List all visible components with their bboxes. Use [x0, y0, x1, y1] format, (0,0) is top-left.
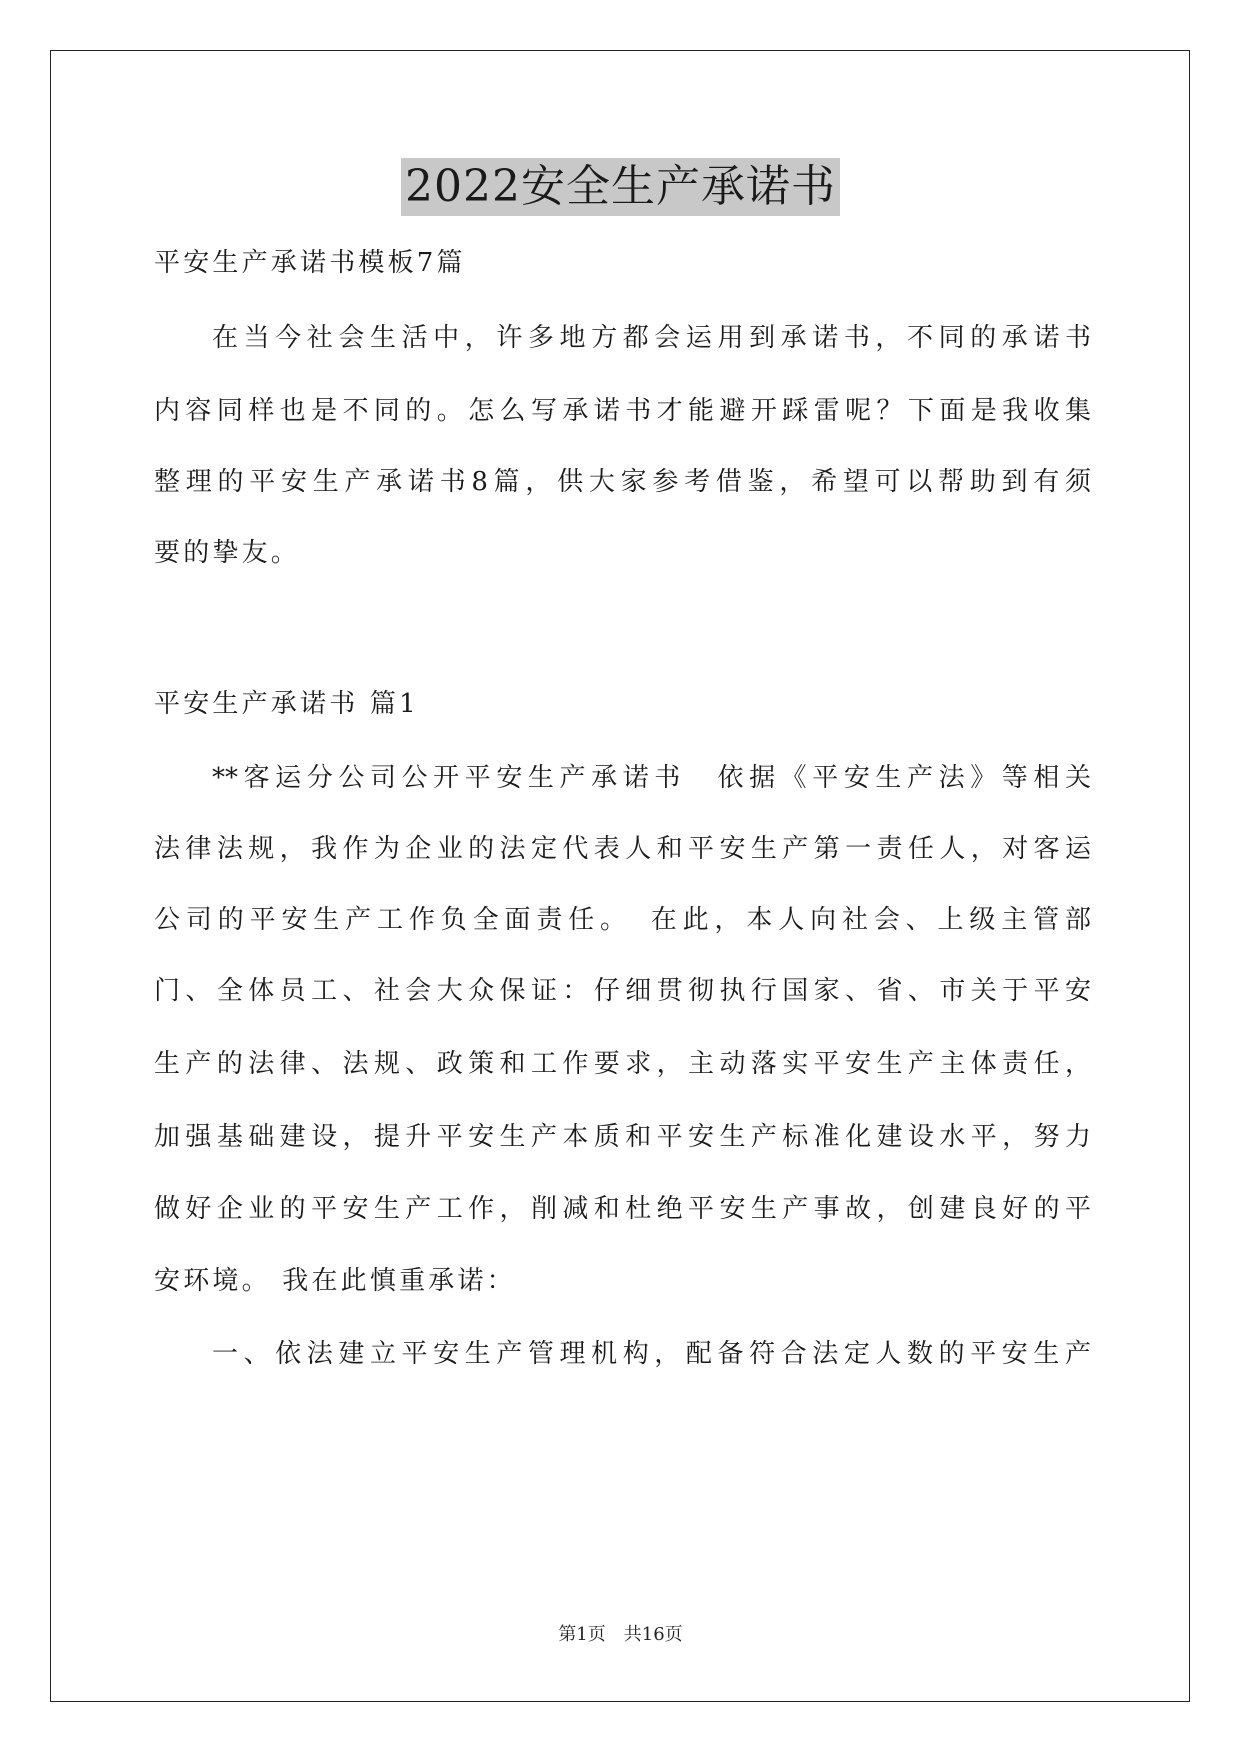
- section-heading: 平安生产承诺书 篇1: [154, 689, 419, 719]
- body-line: 生产的法律、法规、政策和工作要求，主动落实平安生产主体责任，: [154, 1049, 1091, 1079]
- intro-line: 内容同样也是不同的。怎么写承诺书才能避开踩雷呢？下面是我收集: [154, 396, 1091, 426]
- body-line: 安环境。 我在此慎重承诺：: [154, 1266, 516, 1296]
- intro-line: 在当今社会生活中，许多地方都会运用到承诺书，不同的承诺书: [212, 323, 1091, 353]
- page-border: [50, 50, 1190, 1702]
- subtitle: 平安生产承诺书模板7篇: [154, 248, 466, 278]
- body-line: 公司的平安生产工作负全面责任。 在此，本人向社会、上级主管部: [154, 905, 1091, 935]
- body-line: 做好企业的平安生产工作，削减和杜绝平安生产事故，创建良好的平: [154, 1194, 1091, 1224]
- body-line: 门、全体员工、社会大众保证：仔细贯彻执行国家、省、市关于平安: [154, 976, 1091, 1006]
- page-number: 第1页 共16页: [558, 1624, 683, 1645]
- intro-line: 整理的平安生产承诺书8篇，供大家参考借鉴，希望可以帮助到有须: [154, 467, 1091, 497]
- body-line: 加强基础建设，提升平安生产本质和平安生产标准化建设水平，努力: [154, 1122, 1091, 1152]
- title-container: [0, 158, 1241, 216]
- document-title: 2022安全生产承诺书: [401, 158, 840, 216]
- page-footer: [0, 1620, 1241, 1646]
- body-line: **客运分公司公开平安生产承诺书 依据《平安生产法》等相关: [212, 763, 1091, 793]
- intro-line: 要的挚友。: [154, 538, 301, 568]
- body-line: 法律法规，我作为企业的法定代表人和平安生产第一责任人，对客运: [154, 834, 1091, 864]
- body-line: 一、依法建立平安生产管理机构，配备符合法定人数的平安生产: [212, 1339, 1091, 1369]
